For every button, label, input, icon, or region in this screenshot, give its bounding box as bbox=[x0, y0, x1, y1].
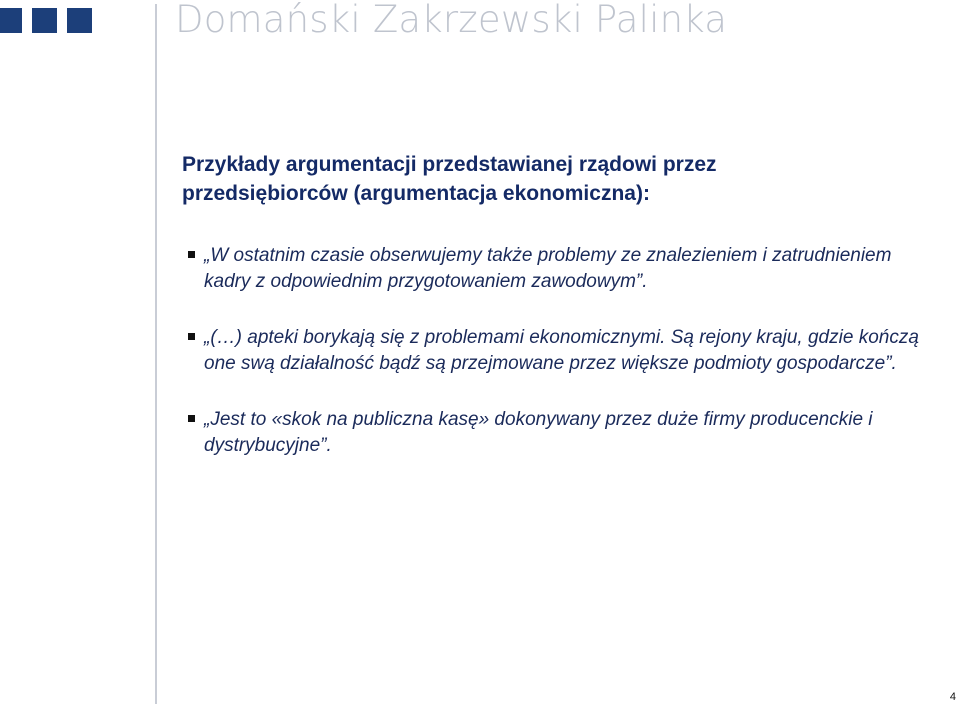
page-number: 4 bbox=[949, 691, 956, 703]
square-bullet-icon bbox=[188, 251, 195, 258]
bullet-item bbox=[188, 243, 928, 294]
bullet-text: „(…) apteki borykają się z problemami ekonomicznymi. Są rejony kraju, gdzie kończą one swą działalność bądź są przejmowane przez większe podmioty gospodarcze”. bbox=[204, 327, 919, 374]
bullet-item bbox=[188, 325, 928, 376]
square-bullet-icon bbox=[188, 415, 195, 422]
slide-heading: Przykłady argumentacji przedstawianej rządowi przez przedsiębiorców (argumentacja ekonomiczna): bbox=[182, 153, 717, 205]
bullet-item bbox=[188, 407, 928, 458]
header-divider-line bbox=[155, 4, 157, 704]
logo-squares bbox=[0, 8, 92, 33]
square-bullet-icon bbox=[188, 333, 195, 340]
bullet-text: „Jest to «skok na publiczna kasę» dokonywany przez duże firmy producenckie i dystrybucyjne”. bbox=[204, 409, 873, 456]
logo-square-1 bbox=[0, 8, 22, 33]
logo-square-2 bbox=[32, 8, 57, 33]
firm-name-logo: Domański Zakrzewski Palinka bbox=[175, 0, 728, 41]
bullet-list bbox=[188, 243, 928, 458]
logo-square-3 bbox=[67, 8, 92, 33]
bullet-text: „W ostatnim czasie obserwujemy także problemy ze znalezieniem i zatrudnieniem kadry z odpowiednim przygotowaniem zawodowym”. bbox=[204, 245, 892, 292]
